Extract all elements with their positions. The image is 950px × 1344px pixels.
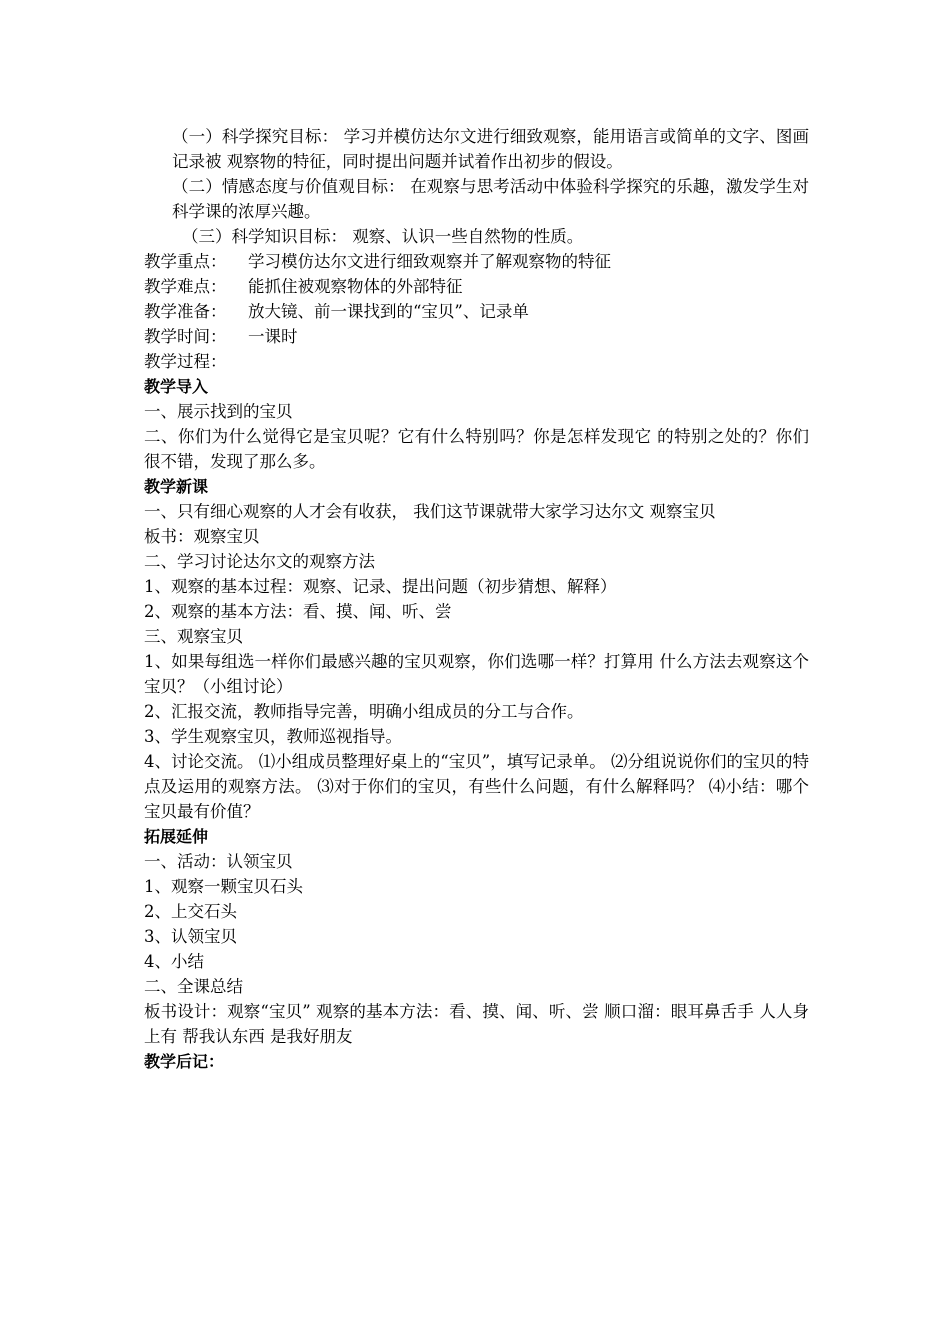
new-line: 1、如果每组选一样你们最感兴趣的宝贝观察，你们选哪一样？打算用 什么方法去观察这个宝贝？（小组讨论） xyxy=(144,652,809,696)
info-key-point xyxy=(144,249,809,274)
info-value: 放大镜、前一课找到的“宝贝”、记录单 xyxy=(248,302,529,321)
ext-line: 二、全课总结 xyxy=(144,977,243,996)
info-label: 教学时间： xyxy=(144,327,227,346)
goal-knowledge: （三）科学知识目标： 观察、认识一些自然物的性质。 xyxy=(182,227,584,246)
new-line: 3、学生观察宝贝，教师巡视指导。 xyxy=(144,727,402,746)
section-heading-postscript: 教学后记： xyxy=(144,1052,225,1071)
info-label: 教学过程： xyxy=(144,352,227,371)
intro-line: 一、展示找到的宝贝 xyxy=(144,402,293,421)
info-process xyxy=(144,349,809,374)
new-line: 2、观察的基本方法：看、摸、闻、听、尝 xyxy=(144,602,452,621)
info-label: 教学重点： xyxy=(144,252,227,271)
new-line: 4、讨论交流。 ⑴小组成员整理好桌上的“宝贝”，填写记录单。 ⑵分组说说你们的宝贝的特点及运用的观察方法。 ⑶对于你们的宝贝，有些什么问题，有什么解释吗？ ⑷小结：哪个宝贝最有价值？ xyxy=(144,752,809,821)
new-line: 1、观察的基本过程：观察、记录、提出问题（初步猜想、解释） xyxy=(144,577,617,596)
section-heading-intro: 教学导入 xyxy=(144,377,209,396)
info-label: 教学难点： xyxy=(144,277,227,296)
info-value: 一课时 xyxy=(248,327,298,346)
info-time xyxy=(144,324,809,349)
ext-line: 2、上交石头 xyxy=(144,902,237,921)
new-line: 2、汇报交流，教师指导完善，明确小组成员的分工与合作。 xyxy=(144,702,584,721)
new-line: 三、观察宝贝 xyxy=(144,627,243,646)
new-line: 板书：观察宝贝 xyxy=(144,527,260,546)
goal-science-inquiry: （一）科学探究目标： 学习并模仿达尔文进行细致观察，能用语言或简单的文字、图画记录被 观察物的特征，同时提出问题并试着作出初步的假设。 xyxy=(172,127,809,171)
ext-line: 4、小结 xyxy=(144,952,204,971)
ext-line: 一、活动：认领宝贝 xyxy=(144,852,293,871)
info-difficulty xyxy=(144,274,809,299)
info-value: 学习模仿达尔文进行细致观察并了解观察物的特征 xyxy=(248,252,611,271)
section-heading-extension: 拓展延伸 xyxy=(144,827,209,846)
ext-line: 1、观察一颗宝贝石头 xyxy=(144,877,303,896)
ext-line: 3、认领宝贝 xyxy=(144,927,237,946)
intro-line: 二、你们为什么觉得它是宝贝呢？它有什么特别吗？你是怎样发现它 的特别之处的？你们很不错，发现了那么多。 xyxy=(144,427,809,471)
ext-line: 板书设计：观察“宝贝” 观察的基本方法：看、摸、闻、听、尝 顺口溜：眼耳鼻舌手 人人身上有 帮我认东西 是我好朋友 xyxy=(144,1002,809,1046)
lesson-plan-body xyxy=(144,124,809,1074)
new-line: 二、学习讨论达尔文的观察方法 xyxy=(144,552,375,571)
section-heading-new: 教学新课 xyxy=(144,477,209,496)
info-label: 教学准备： xyxy=(144,302,227,321)
info-value: 能抓住被观察物体的外部特征 xyxy=(248,277,463,296)
new-line: 一、只有细心观察的人才会有收获， 我们这节课就带大家学习达尔文 观察宝贝 xyxy=(144,502,716,521)
info-preparation xyxy=(144,299,809,324)
goal-attitude-values: （二）情感态度与价值观目标： 在观察与思考活动中体验科学探究的乐趣，激发学生对科学课的浓厚兴趣。 xyxy=(172,177,809,221)
